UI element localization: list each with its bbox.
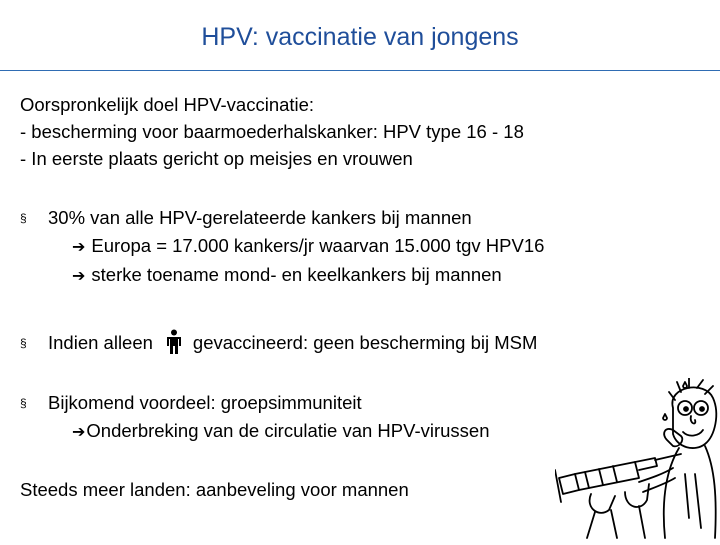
bullet-line [20,204,544,232]
title-divider [0,70,720,71]
bullet-section-men-cancers [20,204,544,290]
bullet-text-after: gevaccineerd: geen bescherming bij MSM [192,332,538,353]
arrow-right-icon: ➔ [72,268,86,285]
intro-item-2: - In eerste plaats gericht op meisjes en vrouwen [20,148,413,169]
intro-section [20,91,524,172]
arrow-right-icon: ➔ [72,239,86,256]
footer-text: Steeds meer landen: aanbeveling voor mannen [20,479,409,500]
sub-text: sterke toename mond- en keelkankers bij mannen [91,264,502,285]
sub-line-circulation [20,417,490,446]
sub-text: Onderbreking van de circulatie van HPV-virussen [86,420,490,441]
sub-line-europa [20,232,544,261]
cartoon-man-with-syringe-icon [555,378,720,540]
bullet-text: 30% van alle HPV-gerelateerde kankers bij mannen [48,207,472,228]
sub-line-increase [20,261,544,290]
bullet-section-msm [20,329,537,357]
bullet-section-group-immunity [20,389,490,446]
bullet-marker: § [20,211,27,225]
bullet-marker: § [20,396,27,410]
male-symbol-icon [163,329,185,355]
intro-item-1: - bescherming voor baarmoederhalskanker: HPV type 16 - 18 [20,121,524,142]
intro-heading: Oorspronkelijk doel HPV-vaccinatie: [20,94,315,115]
slide-title: HPV: vaccinatie van jongens [201,23,519,51]
sub-text: Europa = 17.000 kankers/jr waarvan 15.000 tgv HPV16 [91,235,545,256]
bullet-marker: § [20,336,27,350]
bullet-line [20,389,490,417]
arrow-right-icon: ➔ [72,424,86,441]
bullet-text-before: Indien alleen [48,332,153,353]
bullet-text: Bijkomend voordeel: groepsimmuniteit [48,392,362,413]
